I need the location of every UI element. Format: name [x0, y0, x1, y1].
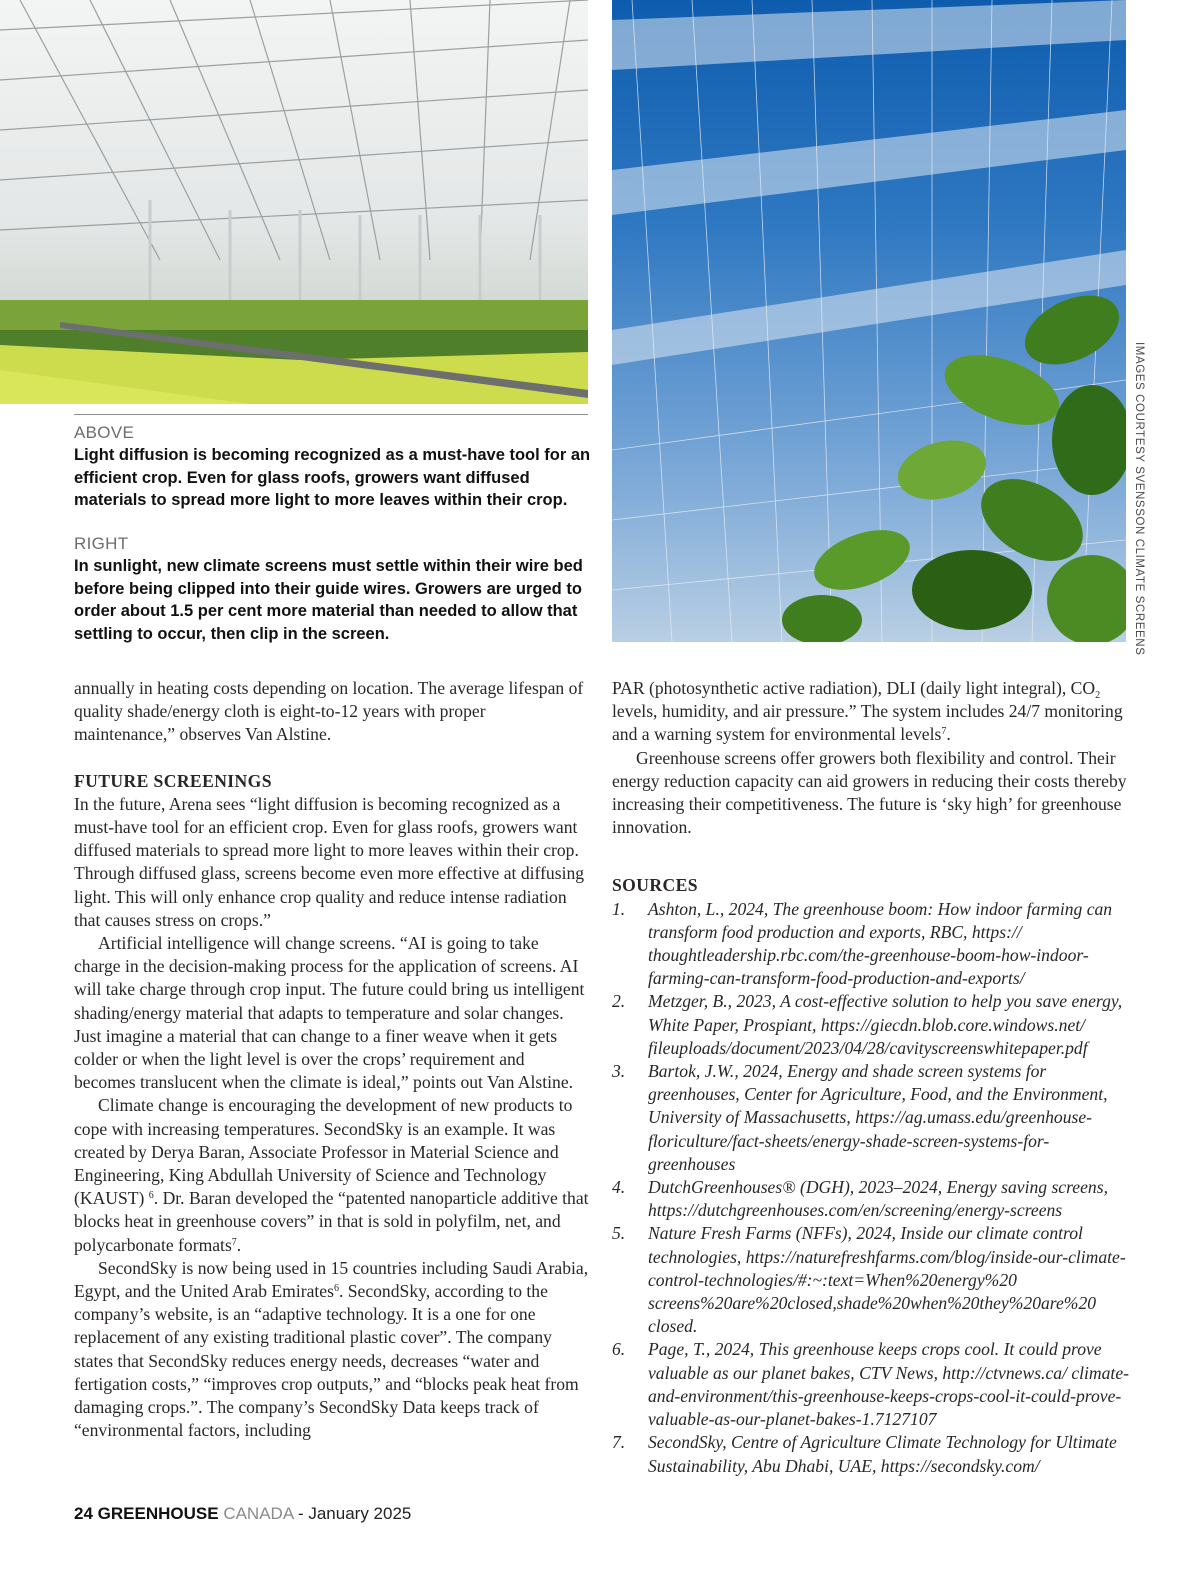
source-item [612, 1060, 1132, 1176]
source-text: DutchGreenhouses® (DGH), 2023–2024, Energy saving screens, https://dutchgreenhouses.com/en/screening/energy-screens [648, 1177, 1108, 1221]
paragraph-climate-text-a: Climate change is encouraging the development of new products to cope with increasing temperatures. SecondSky is an example. It was created by Derya Baran, Associate Professor in Material Science and Engineering, King Abdullah University of Science and Technology (KAUST) [74, 1095, 573, 1209]
caption-divider [74, 414, 588, 415]
climate-screens-illustration [612, 0, 1126, 642]
footnote-ref-6b: 6 [333, 1283, 339, 1295]
caption-right-kicker: RIGHT [74, 534, 129, 553]
page-number: 24 [74, 1504, 93, 1523]
magazine-name: GREENHOUSE [97, 1504, 219, 1523]
article-column-right [612, 677, 1132, 1478]
paragraph-secondsky-text-a: SecondSky is now being used in 15 countries including Saudi Arabia, Egypt, and the United Arab Emirates [74, 1257, 589, 1302]
caption-right [74, 533, 594, 645]
source-number: 5. [612, 1223, 626, 1244]
paragraph-climate-text-b: . Dr. Baran developed the “patented nanoparticle additive that blocks heat in greenhouse covers” in that is sold in polyfilm, net, and polycarbonate formats [74, 1188, 589, 1255]
paragraph-par-text-c: . [946, 724, 951, 745]
caption-above [74, 422, 594, 512]
greenhouse-interior-photo [0, 0, 588, 404]
source-number: 6. [612, 1339, 626, 1360]
roof-structure [0, 0, 588, 260]
issue-date: - January 2025 [297, 1504, 412, 1523]
source-number: 3. [612, 1061, 626, 1082]
paragraph-climate-change [74, 1094, 589, 1256]
greenhouse-illustration [0, 0, 588, 404]
paragraph-climate-text-c: . [236, 1234, 242, 1255]
source-text: Nature Fresh Farms (NFFs), 2024, Inside our climate control technologies, https://naturefreshfarms.com/blog/inside-our-climate-control-technologies/#:~:text=When%20energy%20 screens%20are%20closed,shade%20when%20they%20are%20 closed. [648, 1223, 1126, 1337]
paragraph-intro: annually in heating costs depending on location. The average lifespan of quality shade/energy cloth is eight-to-12 years with proper maintenance,” observes Van Alstine. [74, 678, 584, 745]
heading-future-screenings: FUTURE SCREENINGS [74, 770, 272, 791]
source-item [612, 1431, 1132, 1477]
sources-list [612, 898, 1132, 1478]
photo-credit: IMAGES COURTESY SVENSSON CLIMATE SCREENS [1133, 342, 1145, 656]
source-item [612, 1176, 1132, 1222]
paragraph-par [612, 677, 1132, 747]
caption-right-text: In sunlight, new climate screens must settle within their wire bed before being clipped into their guide wires. Growers are urged to order about 1.5 per cent more material than needed to allow that settling to occur, then clip in the screen. [74, 557, 583, 643]
article-column-left [74, 677, 589, 1443]
paragraph-par-text-b: levels, humidity, and air pressure.” The system includes 24/7 monitoring and a warning system for environmental levels [612, 701, 1123, 745]
footnote-ref-7: 7 [231, 1236, 237, 1248]
source-text: SecondSky, Centre of Agriculture Climate Technology for Ultimate Sustainability, Abu Dhabi, UAE, https://secondsky.com/ [648, 1432, 1117, 1476]
source-text: Ashton, L., 2024, The greenhouse boom: How indoor farming can transform food production and exports, RBC, https:// thoughtleadership.rbc.com/the-greenhouse-boom-how-indoor-farming-can-transform-food-production-and-exports/ [648, 898, 1113, 989]
source-number: 4. [612, 1177, 626, 1198]
magazine-name-secondary: CANADA [223, 1504, 294, 1523]
source-number: 1. [612, 898, 626, 919]
source-text: Page, T., 2024, This greenhouse keeps crops cool. It could prove valuable as our planet bakes, CTV News, http://ctvnews.ca/ climate-and-environment/this-greenhouse-keeps-crops-cool-it-could-prove-valuable-as-our-planet-bakes-1.7127107 [648, 1339, 1129, 1430]
paragraph-secondsky [74, 1257, 589, 1443]
climate-screens-photo [612, 0, 1126, 642]
paragraph-future: In the future, Arena sees “light diffusion is becoming recognized as a must-have tool for an efficient crop. Even for glass roofs, growers want diffused materials to spread more light to more leaves within their crop. Through diffused glass, screens become even more effective at diffusing light. This will only enhance crop quality and reduce intense radiation that causes stress on crops.” [74, 793, 585, 930]
paragraph-ai: Artificial intelligence will change screens. “AI is going to take charge in the decision-making process for the application of screens. AI will take charge through crop input. The future could bring us intelligent shading/energy material that adapts to temperature and solar changes. Just imagine a material that can change to a finer weave when it gets colder or when the light level is over the crops’ requirement and becomes translucent when the climate is ideal,” points out Van Alstine. [74, 933, 585, 1093]
paragraph-conclusion: Greenhouse screens offer growers both flexibility and control. Their energy reduction capacity can aid growers in reducing their costs thereby increasing their competitiveness. The future is ‘sky high’ for greenhouse innovation. [612, 747, 1127, 838]
heading-sources: SOURCES [612, 875, 698, 896]
source-item [612, 990, 1132, 1060]
source-text: Metzger, B., 2023, A cost-effective solution to help you save energy, White Paper, Prospiant, https://giecdn.blob.core.windows.net/ fileuploads/document/2023/04/28/cavityscreenswhitepaper.pdf [648, 991, 1123, 1058]
page-footer [74, 1503, 411, 1525]
co2-subscript: 2 [1095, 690, 1101, 701]
footnote-ref-6: 6 [148, 1190, 154, 1202]
source-item [612, 898, 1132, 991]
source-text: Bartok, J.W., 2024, Energy and shade screen systems for greenhouses, Center for Agriculture, Food, and the Environment, University of Massachusetts, https://ag.umass.edu/greenhouse-floriculture/fact-sheets/energy-shade-screen-systems-for-greenhouses [648, 1061, 1108, 1174]
source-number: 7. [612, 1432, 626, 1453]
source-number: 2. [612, 991, 626, 1012]
paragraph-par-text-a: PAR (photosynthetic active radiation), DLI (daily light integral), CO [612, 678, 1096, 698]
source-item [612, 1338, 1132, 1431]
pepper-plant-leaves [782, 282, 1126, 642]
caption-above-text: Light diffusion is becoming recognized as a must-have tool for an efficient crop. Even for glass roofs, growers want diffused materials to spread more light to more leaves within their crop. [74, 446, 591, 509]
footnote-ref-7b: 7 [941, 726, 947, 738]
caption-above-kicker: ABOVE [74, 423, 135, 442]
paragraph-secondsky-text-b: . SecondSky, according to the company’s website, is an “adaptive technology. It is a one for one replacement of any existing traditional plastic cover”. The company states that SecondSky reduces energy needs, decreases “water and fertigation costs,” “improves crop outputs,” and “blocks peak heat from damaging crops.”. The company’s SecondSky Data keeps track of “environmental factors, including [74, 1281, 579, 1441]
source-item [612, 1222, 1132, 1338]
